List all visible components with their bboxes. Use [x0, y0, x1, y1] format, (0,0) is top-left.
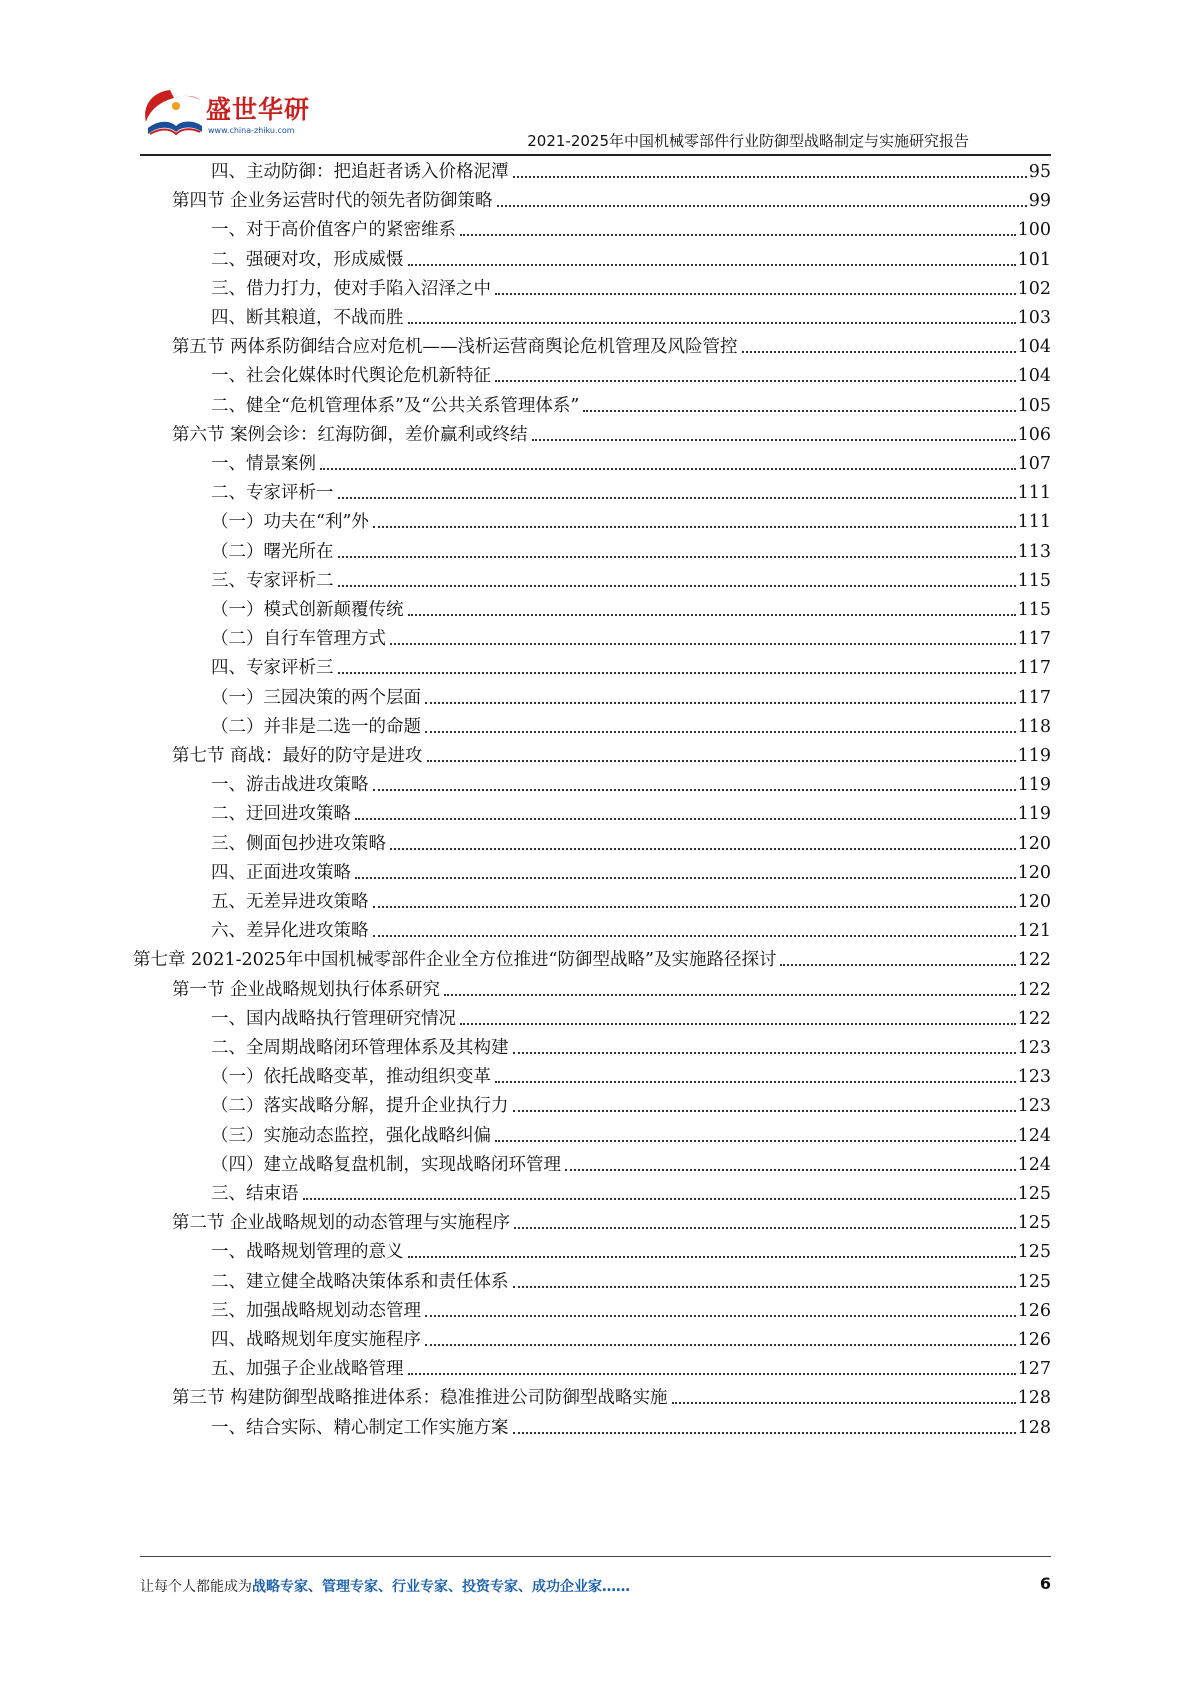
toc-leader-dots [408, 264, 1016, 266]
toc-entry-title: 第四节 企业务运营时代的领先者防御策略 [172, 191, 493, 212]
toc-entry[interactable] [211, 832, 1051, 856]
toc-entry[interactable] [211, 218, 1051, 242]
toc-entry[interactable] [211, 656, 1051, 680]
toc-entry[interactable] [211, 861, 1051, 885]
toc-entry-page: 128 [1017, 1417, 1051, 1438]
toc-entry-page: 102 [1017, 278, 1051, 299]
toc-entry-title: （二）并非是二选一的命题 [211, 716, 421, 737]
toc-entry-title: 三、专家评析二 [211, 570, 334, 591]
toc-leader-dots [444, 994, 1016, 996]
toc-leader-dots [513, 1286, 1016, 1288]
toc-entry-page: 111 [1017, 483, 1051, 504]
toc-entry-page: 123 [1017, 1067, 1051, 1088]
toc-entry-page: 115 [1017, 570, 1051, 591]
toc-entry-page: 119 [1017, 804, 1051, 825]
toc-leader-dots [427, 760, 1016, 762]
toc-entry-page: 119 [1017, 775, 1051, 796]
page-number: 6 [1039, 1574, 1051, 1593]
toc-entry[interactable] [211, 394, 1051, 418]
toc-entry-title: （一）模式创新颠覆传统 [211, 600, 404, 620]
logo-url: www.china-zhiku.com [208, 126, 295, 135]
toc-leader-dots [408, 1256, 1016, 1258]
toc-entry[interactable] [211, 510, 1051, 534]
toc-leader-dots [460, 1023, 1016, 1025]
toc-leader-dots [495, 1140, 1016, 1142]
toc-entry-title: 一、国内战略执行管理研究情况 [211, 1008, 456, 1029]
logo-name: 盛世华研 [206, 95, 311, 124]
toc-entry[interactable] [211, 686, 1051, 710]
toc-entry[interactable] [211, 715, 1051, 739]
toc-entry-page: 104 [1017, 337, 1051, 358]
toc-leader-dots [408, 322, 1016, 324]
toc-entry[interactable] [172, 978, 1051, 1002]
toc-leader-dots [532, 439, 1016, 441]
toc-leader-dots [390, 848, 1016, 850]
toc-entry-title: （二）落实战略分解，提升企业执行力 [211, 1096, 509, 1117]
toc-leader-dots [390, 643, 1016, 645]
toc-leader-dots [408, 614, 1016, 616]
toc-entry-title: （一）三园决策的两个层面 [211, 687, 421, 708]
toc-entry-title: （一）依托战略变革，推动组织变革 [211, 1067, 491, 1088]
toc-entry[interactable] [211, 1036, 1051, 1060]
toc-entry-title: （二）自行车管理方式 [211, 629, 386, 650]
toc-entry-page: 115 [1017, 600, 1051, 620]
toc-entry-title: 四、正面进攻策略 [211, 862, 351, 883]
toc-entry-page: 120 [1017, 862, 1051, 883]
toc-entry-title: （二）曙光所在 [211, 541, 334, 562]
toc-leader-dots [303, 1198, 1016, 1200]
toc-entry-title: 二、全周期战略闭环管理体系及其构建 [211, 1038, 509, 1058]
toc-entry[interactable] [211, 540, 1051, 564]
toc-entry-page: 117 [1017, 629, 1051, 650]
toc-entry[interactable] [211, 627, 1051, 651]
toc-entry-title: 五、无差异进攻策略 [211, 892, 369, 912]
toc-leader-dots [408, 1373, 1016, 1375]
toc-entry[interactable] [211, 773, 1051, 797]
toc-entry-page: 100 [1017, 220, 1051, 241]
book-swoosh-icon [140, 82, 206, 142]
toc-leader-dots [373, 906, 1016, 908]
toc-leader-dots [495, 293, 1016, 295]
toc-leader-dots [565, 1169, 1016, 1171]
brand-logo [140, 82, 310, 152]
toc-entry[interactable] [211, 1124, 1051, 1148]
toc-entry-title: 三、结束语 [211, 1184, 299, 1204]
toc-entry-title: 一、对于高价值客户的紧密维系 [211, 220, 456, 241]
toc-entry[interactable] [211, 306, 1051, 330]
toc-entry[interactable] [211, 1182, 1051, 1206]
toc-leader-dots [425, 702, 1016, 704]
toc-entry-title: （三）实施动态监控，强化战略纠偏 [211, 1125, 491, 1146]
toc-entry-page: 95 [1028, 162, 1051, 182]
toc-entry[interactable] [211, 1007, 1051, 1031]
toc-entry-title: 二、建立健全战略决策体系和责任体系 [211, 1271, 509, 1292]
toc-entry-page: 117 [1017, 658, 1051, 679]
toc-entry-title: 一、情景案例 [211, 454, 316, 474]
footer-slogan-prefix: 让每个人都能成为 [140, 1579, 252, 1595]
toc-entry[interactable] [172, 189, 1051, 213]
toc-entry-title: 第七章 2021-2025年中国机械零部件企业全方位推进“防御型战略”及实施路径探讨 [133, 950, 777, 971]
toc-entry[interactable] [211, 1065, 1051, 1089]
toc-entry-page: 120 [1017, 833, 1051, 854]
toc-entry-title: 第一节 企业战略规划执行体系研究 [172, 979, 441, 1000]
toc-entry-page: 107 [1017, 454, 1051, 474]
toc-leader-dots [495, 380, 1016, 382]
toc-entry-title: 二、健全“危机管理体系”及“公共关系管理体系” [211, 395, 580, 416]
toc-entry[interactable] [211, 1299, 1051, 1323]
toc-leader-dots [672, 1402, 1016, 1404]
toc-entry-title: 二、迂回进攻策略 [211, 804, 351, 825]
toc-entry-page: 104 [1017, 366, 1051, 387]
toc-entry[interactable] [211, 160, 1051, 184]
toc-entry-page: 111 [1017, 512, 1051, 533]
toc-leader-dots [583, 410, 1015, 412]
toc-entry[interactable] [211, 1270, 1051, 1294]
toc-entry-page: 126 [1017, 1300, 1051, 1321]
toc-entry-title: 四、断其粮道，不战而胜 [211, 308, 404, 328]
toc-entry-page: 127 [1017, 1359, 1051, 1380]
toc-entry[interactable] [211, 802, 1051, 826]
toc-entry-page: 125 [1017, 1242, 1051, 1263]
toc-entry[interactable] [211, 1153, 1051, 1177]
footer-slogan-highlight: 战略专家、管理专家、行业专家、投资专家、成功企业家…… [252, 1579, 630, 1595]
footer-divider [140, 1556, 1051, 1557]
toc-entry-page: 124 [1017, 1125, 1051, 1146]
toc-entry-page: 113 [1017, 541, 1051, 562]
toc-entry[interactable] [172, 1386, 1051, 1410]
header-divider [140, 154, 1051, 156]
toc-entry-title: 二、强硬对攻，形成威慑 [211, 249, 404, 270]
toc-entry-title: （四）建立战略复盘机制，实现战略闭环管理 [211, 1154, 561, 1175]
toc-entry[interactable] [211, 569, 1051, 593]
toc-entry-title: 一、游击战进攻策略 [211, 775, 369, 796]
toc-entry[interactable] [211, 1240, 1051, 1264]
toc-entry[interactable] [211, 890, 1051, 914]
toc-leader-dots [495, 1081, 1016, 1083]
toc-leader-dots [425, 731, 1016, 733]
toc-entry-page: 124 [1017, 1154, 1051, 1175]
toc-entry-page: 121 [1017, 921, 1051, 942]
toc-entry-page: 122 [1017, 1008, 1051, 1029]
toc-entry[interactable] [211, 1416, 1051, 1440]
toc-entry[interactable] [211, 919, 1051, 943]
toc-entry-page: 105 [1017, 395, 1051, 416]
toc-entry-title: 四、专家评析三 [211, 658, 334, 679]
toc-entry[interactable] [211, 1357, 1051, 1381]
toc-entry-page: 126 [1017, 1330, 1051, 1350]
toc-entry-title: 六、差异化进攻策略 [211, 921, 369, 942]
toc-entry[interactable] [211, 481, 1051, 505]
toc-entry[interactable] [172, 335, 1051, 359]
toc-entry-page: 125 [1017, 1271, 1051, 1292]
toc-entry[interactable] [211, 1328, 1051, 1352]
toc-entry-title: 一、战略规划管理的意义 [211, 1242, 404, 1263]
toc-entry-page: 118 [1017, 716, 1051, 737]
toc-entry-page: 122 [1017, 950, 1051, 971]
toc-entry-title: （一）功夫在“利”外 [211, 512, 369, 533]
toc-leader-dots [373, 526, 1016, 528]
toc-leader-dots [373, 935, 1016, 937]
toc-entry[interactable] [211, 1094, 1051, 1118]
toc-leader-dots [780, 964, 1015, 966]
toc-entry-page: 120 [1017, 892, 1051, 912]
toc-entry[interactable] [211, 452, 1051, 476]
toc-entry-page: 99 [1028, 191, 1051, 212]
toc-leader-dots [513, 1432, 1016, 1434]
toc-entry[interactable] [211, 277, 1051, 301]
toc-entry-title: 第七节 商战：最好的防守是进攻 [172, 746, 423, 766]
toc-entry-title: 三、侧面包抄进攻策略 [211, 833, 386, 854]
toc-leader-dots [338, 556, 1016, 558]
toc-leader-dots [338, 497, 1016, 499]
toc-leader-dots [425, 1344, 1016, 1346]
toc-leader-dots [373, 789, 1016, 791]
toc-entry-page: 123 [1017, 1096, 1051, 1117]
document-title: 2021-2025年中国机械零部件行业防御型战略制定与实施研究报告 [527, 132, 969, 150]
toc-entry[interactable] [211, 598, 1051, 622]
toc-entry-title: 第五节 两体系防御结合应对危机——浅析运营商舆论危机管理及风险管控 [172, 337, 738, 358]
toc-leader-dots [355, 877, 1016, 879]
toc-entry-title: 一、结合实际、精心制定工作实施方案 [211, 1417, 509, 1438]
toc-leader-dots [513, 1110, 1016, 1112]
toc-leader-dots [338, 672, 1016, 674]
toc-entry-page: 117 [1017, 687, 1051, 708]
toc-leader-dots [513, 176, 1027, 178]
toc-entry-page: 101 [1017, 249, 1051, 270]
footer-slogan [140, 1576, 630, 1596]
toc-entry-title: 四、主动防御：把追赶者诱入价格泥潭 [211, 162, 509, 182]
toc-entry-page: 128 [1017, 1388, 1051, 1409]
toc-leader-dots [514, 1227, 1016, 1229]
toc-entry-page: 119 [1017, 746, 1051, 766]
page-header [0, 0, 1191, 150]
toc-leader-dots [355, 818, 1016, 820]
toc-entry-title: 第三节 构建防御型战略推进体系：稳准推进公司防御型战略实施 [172, 1388, 668, 1409]
toc-leader-dots [497, 205, 1027, 207]
toc-leader-dots [338, 585, 1016, 587]
toc-entry[interactable] [211, 364, 1051, 388]
toc-entry-title: 一、社会化媒体时代舆论危机新特征 [211, 366, 491, 387]
toc-entry-title: 五、加强子企业战略管理 [211, 1359, 404, 1380]
toc-entry[interactable] [172, 744, 1051, 768]
toc-leader-dots [320, 468, 1016, 470]
toc-leader-dots [742, 351, 1016, 353]
toc-entry[interactable] [133, 948, 1051, 972]
toc-entry-page: 125 [1017, 1184, 1051, 1204]
toc-entry-title: 第二节 企业战略规划的动态管理与实施程序 [172, 1213, 511, 1234]
toc-leader-dots [460, 234, 1016, 236]
toc-leader-dots [513, 1052, 1016, 1054]
toc-leader-dots [425, 1315, 1016, 1317]
toc-entry[interactable] [211, 248, 1051, 272]
toc-entry-page: 125 [1017, 1213, 1051, 1234]
toc-entry-title: 三、借力打力，使对手陷入沼泽之中 [211, 278, 491, 299]
toc-entry-page: 122 [1017, 979, 1051, 1000]
toc-entry[interactable] [172, 423, 1051, 447]
toc-entry-page: 106 [1017, 424, 1051, 445]
toc-entry-page: 103 [1017, 308, 1051, 328]
toc-entry-title: 三、加强战略规划动态管理 [211, 1300, 421, 1321]
toc-entry-title: 四、战略规划年度实施程序 [211, 1330, 421, 1350]
toc-entry-page: 123 [1017, 1038, 1051, 1058]
toc-entry-title: 第六节 案例会诊：红海防御，差价赢利或终结 [172, 424, 528, 445]
toc-entry-title: 二、专家评析一 [211, 483, 334, 504]
toc-entry[interactable] [172, 1211, 1051, 1235]
